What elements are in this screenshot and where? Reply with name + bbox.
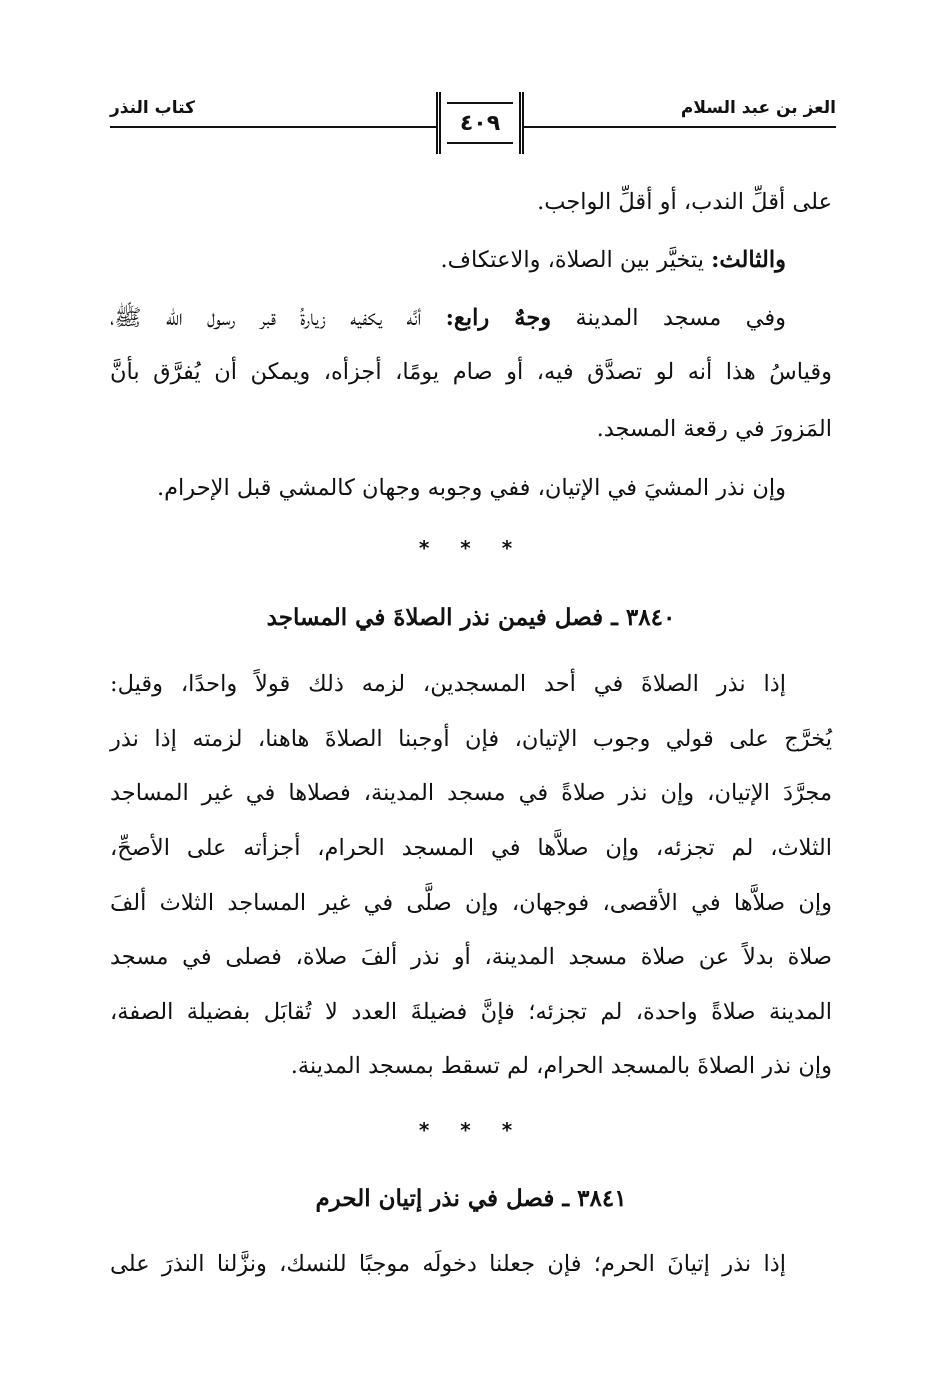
- section-heading: ٣٨٤١ ـ فصل في نذر إتيان الحرم: [315, 1185, 627, 1212]
- text-line: إذا نذر إتيانَ الحرم؛ فإن جعلنا دخولَه موجبًا للنسك، ونزَّلنا النذرَ على: [110, 1251, 786, 1277]
- text-line: وإن صلاَّها في الأقصى، فوجهان، وإن صلَّى في غير المساجد الثلاث ألفَ: [110, 890, 832, 916]
- text-line: إذا نذر الصلاةَ في أحد المسجدين، لزمه ذلك قولاً واحدًا، وقيل:: [110, 671, 786, 697]
- text-line: [110, 298, 832, 338]
- page-number-frame: [436, 92, 524, 154]
- text-span: وفي مسجد المدينة: [551, 305, 786, 331]
- text-line: صلاة بدلاً عن صلاة مسجد المدينة، أو نذر ألفَ صلاة، فصلى في مسجد: [110, 944, 832, 970]
- section-separator: * * *: [418, 1118, 525, 1142]
- text-line: وقياسُ هذا أنه لو تصدَّق فيه، أو صام يومًا، أجزأه، ويمكن أن يُفرَّق بأنَّ: [110, 359, 832, 385]
- text-line: وإن نذر المشيَ في الإتيان، ففي وجوبه وجهان كالمشي قبل الإحرام.: [156, 475, 786, 501]
- header-author: العز بن عبد السلام: [680, 98, 836, 118]
- text-line: مجرَّدَ الإتيان، وإن نذر صلاةً في مسجد المدينة، فصلاها في غير المساجد: [110, 780, 832, 806]
- section-heading: ٣٨٤٠ ـ فصل فيمن نذر الصلاةَ في المساجد: [266, 604, 676, 631]
- text-line: الثلاث، لم تجزئه، وإن صلاَّها في المسجد الحرام، أجزأته على الأصحِّ،: [110, 835, 832, 861]
- text-span: أنَّه يكفيه زيارةُ قبر رسول الله ﷺ،: [110, 305, 446, 331]
- text-line: وإن نذر الصلاةَ بالمسجد الحرام، لم تسقط بمسجد المدينة.: [290, 1053, 832, 1079]
- header-book-section: كتاب النذر: [110, 98, 195, 118]
- section-separator: * * *: [418, 536, 525, 560]
- bold-term: وجهٌ رابع:: [445, 305, 552, 331]
- text-span: يتخيَّر بين الصلاة، والاعتكاف.: [440, 247, 712, 273]
- text-line: المَزورَ في رقعة المسجد.: [596, 416, 832, 442]
- text-line: المدينة صلاةً واحدة، لم تجزئه؛ فإنَّ فضيلةَ العدد لا تُقابَل بفضيلة الصفة،: [110, 999, 832, 1025]
- text-line: [110, 240, 832, 280]
- text-line: على أقلِّ الندب، أو أقلِّ الواجب.: [537, 189, 832, 215]
- page-number: ٤٠٩: [447, 102, 513, 144]
- bold-term: والثالث:: [711, 247, 786, 273]
- text-line: يُخرَّج على قولي وجوب الإتيان، فإن أوجبنا الصلاةَ هاهنا، لزمته إذا نذر: [110, 726, 832, 752]
- running-header: [110, 92, 836, 162]
